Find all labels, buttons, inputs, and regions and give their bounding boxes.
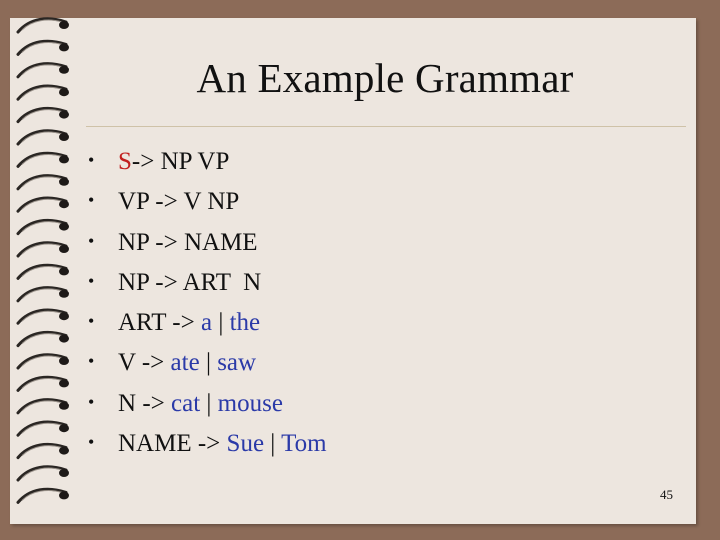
rule-arrow: ->	[191, 430, 227, 458]
rule-arrow: ->	[149, 228, 184, 256]
bullet-icon: •	[88, 432, 95, 453]
spiral-coil	[18, 19, 69, 32]
spiral-coil	[18, 422, 69, 435]
spiral-coil	[18, 220, 69, 233]
spiral-coil	[18, 489, 69, 502]
grammar-rule	[88, 344, 648, 384]
spiral-coil	[18, 131, 69, 144]
spiral-coil	[18, 64, 69, 77]
grammar-rule	[88, 224, 648, 264]
rule-terminal: cat	[171, 389, 201, 417]
page-number: 45	[660, 487, 673, 502]
spiral-coil	[18, 41, 69, 54]
spiral-coil	[18, 176, 69, 189]
rule-rhs: ART N	[182, 268, 262, 296]
grammar-rule	[88, 143, 648, 183]
spiral-coil	[18, 332, 69, 345]
grammar-rules-list	[88, 143, 648, 465]
bullet-icon: •	[88, 150, 95, 170]
rule-lhs: N	[118, 389, 137, 417]
rule-separator: |	[212, 309, 230, 337]
grammar-rule	[88, 304, 648, 344]
title-divider	[86, 126, 686, 127]
spiral-binding-icon	[0, 0, 90, 540]
grammar-rule	[88, 425, 648, 465]
bullet-icon: •	[88, 351, 95, 372]
rule-terminal: saw	[217, 349, 257, 377]
rule-terminal: mouse	[217, 389, 283, 417]
spiral-coil	[18, 444, 69, 457]
rule-arrow: ->	[166, 309, 201, 337]
spiral-coil	[18, 310, 69, 323]
rule-arrow: ->	[149, 188, 184, 216]
rule-rhs: NAME	[183, 228, 258, 256]
rule-arrow: ->	[149, 268, 183, 296]
spiral-coil	[18, 377, 69, 390]
rule-terminal: Sue	[226, 430, 265, 458]
spiral-coil	[18, 198, 69, 211]
rule-rhs: V NP	[183, 188, 240, 216]
rule-lhs: S	[118, 148, 132, 175]
grammar-rule	[88, 264, 648, 304]
spiral-coil	[18, 288, 69, 301]
rule-terminal: Tom	[281, 430, 327, 458]
bullet-icon: •	[88, 311, 95, 332]
rule-terminal: the	[229, 309, 261, 337]
rule-separator: |	[199, 349, 218, 377]
rule-arrow: ->	[131, 148, 161, 175]
rule-terminal: a	[200, 309, 213, 337]
spiral-coil	[18, 467, 69, 480]
rule-terminal: ate	[170, 349, 200, 377]
spiral-coil	[18, 108, 69, 121]
rule-lhs: NP	[118, 268, 150, 296]
rule-lhs: ART	[118, 309, 167, 337]
spiral-coil	[18, 265, 69, 278]
spiral-coil	[18, 400, 69, 413]
rule-lhs: VP	[118, 188, 150, 216]
rule-arrow: ->	[136, 389, 171, 417]
grammar-rule	[88, 385, 648, 425]
spiral-coil	[18, 153, 69, 166]
bullet-icon: •	[88, 391, 95, 412]
spiral-coil	[18, 86, 69, 99]
bullet-icon: •	[88, 270, 95, 291]
bullet-icon: •	[88, 230, 95, 251]
rule-separator: |	[200, 389, 218, 417]
rule-lhs: NP	[118, 228, 150, 256]
rule-lhs: V	[118, 349, 136, 377]
grammar-rule	[88, 183, 648, 223]
bullet-icon: •	[88, 190, 95, 211]
rule-rhs: NP VP	[160, 148, 230, 175]
slide-title: An Example Grammar	[196, 55, 574, 101]
spiral-coil	[18, 355, 69, 368]
spiral-coil	[18, 243, 69, 256]
rule-arrow: ->	[135, 349, 171, 377]
rule-lhs: NAME	[118, 430, 192, 458]
rule-separator: |	[264, 430, 282, 458]
